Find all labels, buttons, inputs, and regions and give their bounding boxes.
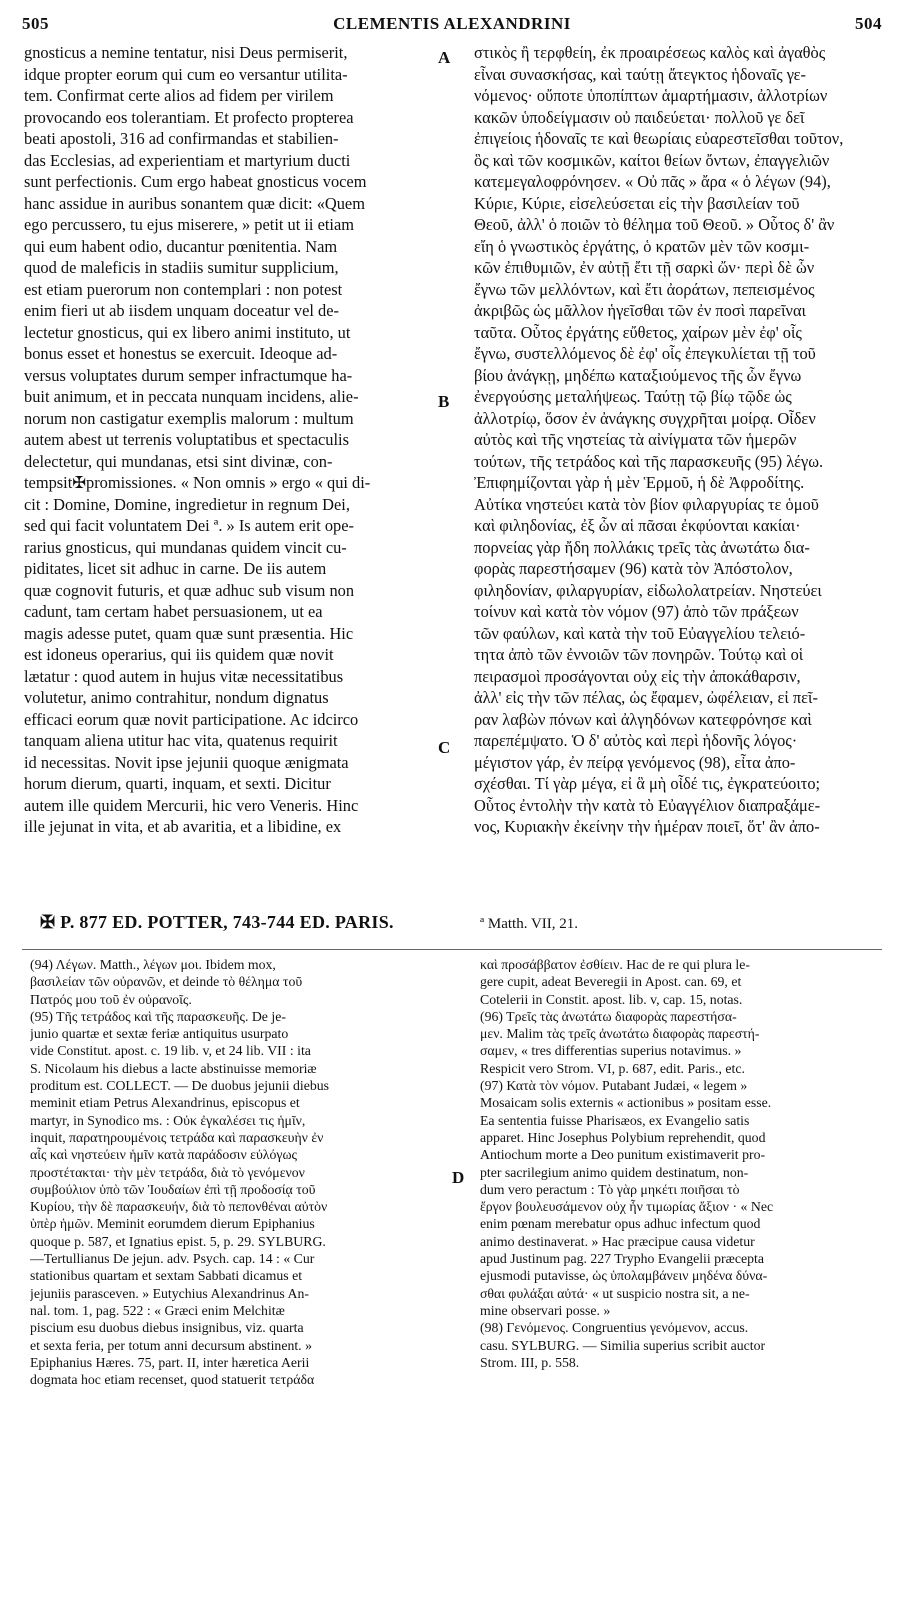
note-line: quoque p. 587, et Ignatius epist. 5, p. 29. SYLBURG. [30,1233,326,1249]
note-line: προστέτακται· τὴν μὲν τετράδα, διὰ τὸ γενόμενον [30,1164,305,1180]
text-line: provocando eos tolerantiam. Et profecto propterea [24,107,354,127]
text-line: quæ cognovit futuris, et quæ adhuc sub visum non [24,580,355,600]
text-line: παρεπέμψατο. Ὁ δ' αὐτὸς καὶ περὶ ἡδονῆς λόγος· [474,731,798,750]
text-line: cit : Domine, Domine, ingredietur in regnum Dei, [24,494,350,514]
text-line: lætatur : quod autem in hujus vitæ necessitatibus [24,666,344,686]
note-line: Strom. III, p. 558. [480,1354,580,1370]
note-line: ὑπὲρ ἡμῶν. Meminit eorumdem dierum Epiphanius [30,1216,315,1232]
text-line: νόμενος· οὔποτε ὑποπίπτων ἁμαρτήμασιν, ἀλλοτρίων [474,86,828,105]
text-line: Αὐτίκα νηστεύει κατὰ τὸν βίον φιλαργυρίας τε ὁμοῦ [474,494,819,514]
text-line: ἔγνω, συστελλόμενος δὲ ἐφ' οἷς ἐπεγκυλίεται τῇ τοῦ [474,344,816,363]
text-line: ἔγνω τῶν μελλόντων, καὶ ἔτι ἀοράτων, πεπεισμένος [474,279,815,299]
note-line: σαμεν, « tres differentias superius notavimus. » [480,1043,742,1059]
text-line: versus voluptates durum semper infractumque ha- [24,365,353,385]
text-line: Οὗτος ἐντολὴν τὴν κατὰ τὸ Εὐαγγέλιον διαπραξάμε- [474,795,821,815]
text-line: μέγιστον γάρ, ἐν πείρᾳ γενόμενος (98), εἶτα ἀπο- [474,752,796,772]
text-line: φιληδονίαν, φιλαργυρίαν, εἰδωλολατρείαν. Νηστεύει [474,580,822,600]
text-line: Ἐπιφημίζονται γὰρ ἡ μὲν Ἑρμοῦ, ἡ δὲ Ἀφροδίτης. [474,473,805,492]
text-line: autem ille quidem Mercurii, hic vero Veneris. Hinc [24,795,359,815]
note-line: S. Nicolaum his diebus a lacte abstinuisse memoriæ [30,1060,317,1076]
text-line: ἀλλ' εἰς τὴν τῶν πέλας, ὡς ἔφαμεν, ὠφέλειαν, εἰ πεῖ- [474,688,818,707]
text-line: est idoneus operarius, qui iis quidem quæ novit [24,645,334,664]
note-line: proditum est. COLLECT. — De duobus jejunii diebus [30,1078,330,1094]
edition-line: ✠ P. 877 ED. POTTER, 743-744 ED. PARIS. [40,912,394,932]
running-title: CLEMENTIS ALEXANDRINI [333,14,571,33]
notes [22,952,882,1612]
text-line: πειρασμοὶ προσάγονται οὐχ εἰς τὴν ἀποκάθαρσιν, [474,666,801,686]
notes-right-column [480,956,880,1371]
note-line: βασιλείαν τῶν οὐρανῶν, et deinde τὸ θέλημα τοῦ [30,974,303,990]
note-line: Κυρίου, τὴν δὲ παρασκευήν, διὰ τὸ πεπονθέναι αὐτὸν [30,1199,328,1215]
footnote-a: ª Matth. VII, 21. [480,916,579,932]
text-line: τῶν φαύλων, καὶ κατὰ τὴν τοῦ Εὐαγγελίου τελειό- [474,623,806,643]
text-line: κατεμεγαλοφρόνησεν. « Οὐ πᾶς » ἄρα « ὁ λέγων (94), [474,172,831,191]
note-line: (97) Κατὰ τὸν νόμον. Putabant Judæi, « legem » [480,1078,748,1094]
note-line: Ea sententia fuisse Pharisæos, ex Evangelio satis [480,1112,750,1128]
note-line: (96) Τρεῖς τὰς ἀνωτάτω διαφορὰς παρεστήσα- [480,1008,737,1024]
text-line: autem abest ut terrenis voluptatibus et spectaculis [24,430,349,449]
text-line: efficaci eorum quæ novit participatione. Ac idcirco [24,709,359,729]
text-line: κακῶν ὑποδείγμασιν οὐ παιδεύεται· πολλοῦ γε δεῖ [474,107,805,127]
text-line: εἶναι συνασκήσας, καὶ ταύτῃ ἄτεγκτος ἡδοναῖς γε- [474,64,806,84]
note-line: apud Justinum pag. 227 Trypho Evangelii præcepta [480,1251,764,1267]
note-line: Respicit vero Strom. VI, p. 687, edit. Paris., etc. [480,1060,745,1076]
note-line: (98) Γενόμενος. Congruentius γενόμενον, accus. [480,1320,749,1336]
note-line: martyr, in Synodico ms. : Οὐκ ἐγκαλέσει τις ἡμῖν, [30,1112,306,1128]
text-line: εἴη ὁ γνωστικὸς ἐργάτης, ὁ κρατῶν μὲν τῶν κοσμι- [474,236,810,256]
text-line: πορνείας γὰρ ἤδη πολλάκις τρεῖς τὰς ἀνωτάτω δια- [474,537,810,557]
text-line: ἀλλοτρίῳ, ὅσον ἐν ἀνάγκης συγχρῆται μοίρᾳ. Οἶδεν [474,408,816,428]
note-line: αἷς καὶ νηστεύειν ἡμῖν κατὰ παράδοσιν εὐλόγως [30,1147,298,1163]
text-line: tem. Confirmat certe alios ad fidem per virilem [24,86,334,105]
greek-column [474,42,882,838]
text-line: Θεοῦ, ἀλλ' ὁ ποιῶν τὸ θέλημα τοῦ Θεοῦ. » Οὗτος δ' ἂν [474,215,835,234]
text-line: quod de maleficis in stadiis sumitur supplicium, [24,258,339,277]
note-line: Cotelerii in Constit. apost. lib. v, cap. 15, notas. [480,991,743,1007]
note-line: jejuniis parasceven. » Eutychius Alexandrinus An- [30,1285,309,1301]
text-line: Κύριε, Κύριε, εἰσελεύσεται εἰς τὴν βασιλείαν τοῦ [474,193,800,213]
note-line: Mosaicam solis externis « actionibus » positam esse. [480,1095,772,1111]
text-line: ὃς καὶ τῶν κοσμικῶν, καίτοι θείων ὄντων, ἐπαγγελιῶν [474,150,830,170]
text-line: tanquam aliena utitur hac vita, quatenus requirit [24,731,338,750]
note-line: ἔργον βουλευσάμενον οὐχ ἦν τιμωρίας ἄξιον · « Nec [480,1199,774,1215]
note-line: Antiochum morte a Deo punitum existimaverit pro- [480,1147,766,1163]
text-line: id necessitas. Novit ipse jejunii quoque ænigmata [24,752,349,772]
note-line: apparet. Hinc Josephus Polybium reprehendit, quod [480,1129,766,1145]
text-line: enim fieri ut ab iisdem unquam doceatur vel de- [24,301,339,320]
note-line: Epiphanius Hæres. 75, part. II, inter hæretica Aerii [30,1354,310,1370]
margin-letter-d: D [452,1168,465,1187]
note-line: inquit, παρατηρουμένοις τετράδα καὶ παρασκευὴν ἐν [30,1129,324,1145]
latin-column [24,42,431,838]
text-line: σχέσθαι. Τί γὰρ μέγα, εἰ ἃ μὴ οἶδέ τις, ἐγκρατεύοιτο; [474,774,821,793]
text-line: magis adesse putet, quam quæ sunt præsentia. Hic [24,623,354,643]
note-line: nal. tom. 1, pag. 522 : « Græci enim Melchitæ [30,1302,285,1318]
text-line: ραν λαβὼν πόνων καὶ ἀλγηδόνων κατεφρόνησε καὶ [474,709,812,729]
text-line: στικὸς ἢ τερφθείη, ἐκ προαιρέσεως καλὸς καὶ ἀγαθὸς [474,43,826,62]
text-line: sed qui facit voluntatem Dei ª. » Is autem erit ope- [24,516,354,535]
text-line: bonus esset et honestus se exercuit. Ideoque ad- [24,344,338,363]
note-line: enim pœnam merebatur opus adhuc infectum quod [480,1216,761,1232]
text-line: τοίνυν καὶ κατὰ τὸν νόμον (97) ἀπὸ τῶν πράξεων [474,602,799,621]
text-line: buit animum, et in peccata nunquam incidens, alie- [24,387,359,406]
text-line: lectetur gnosticus, qui ex libero animi instituto, ut [24,322,351,342]
note-line: σθαι φυλάξαι αὐτά· « ut suspicio nostra sit, a ne- [480,1285,750,1301]
note-line: animo destinaverat. » Hac præcipue causa videtur [480,1233,755,1249]
page-number-right: 504 [855,14,882,33]
text-line: τούτων, τῆς τετράδος καὶ τῆς παρασκευῆς (95) λέγω. [474,451,824,471]
note-line: vide Constitut. apost. c. 19 lib. v, et 24 lib. VII : ita [30,1043,311,1059]
text-line: κῶν ἐπιθυμιῶν, ἐν αὐτῇ ἔτι τῇ σαρκὶ ὤν· περὶ δὲ ὧν [474,258,815,277]
text-line: ταῦτα. Οὗτος ἐργάτης εὔθετος, χαίρων μὲν ἐφ' οἷς [474,322,802,342]
text-line: hanc assidue in auribus sonantem quæ dicit: «Quem [24,193,365,213]
text-line: cadunt, tam certam habet persuasionem, ut ea [24,602,323,621]
text-line: αὐτὸς καὶ τῆς νηστείας τὰ αἰνίγματα τῶν ἡμερῶν [474,430,797,449]
note-line: ejusmodi putavisse, ὡς ὑπολαμβάνειν μηδένα δύνα- [480,1268,768,1284]
text-line: qui eum habent odio, ducantur pœnitentia. Nam [24,236,338,256]
note-line: et sexta feria, per totum anni decursum abstinent. » [30,1337,312,1353]
note-line: συμβούλιον ὑπὸ τῶν Ἰουδαίων ἐπὶ τῇ προδοσίᾳ τοῦ [30,1181,316,1197]
text-line: volutetur, animo contrahitur, nondum dignatus [24,688,329,707]
note-line: stationibus quartam et sextam Sabbati dicamus et [30,1268,303,1284]
notes-left-column [30,956,440,1388]
text-line: φορὰς παρεστήσαμεν (96) κατὰ τὸν Ἀπόστολον, [474,559,793,578]
text-line: delectetur, qui mundanas, etsi sint divinæ, con- [24,451,333,471]
margin-letter-b: B [438,392,450,411]
text-line: τητα ἀπὸ τῶν ἐννοιῶν τῶν πονηρῶν. Τούτῳ καὶ οἱ [474,645,804,664]
note-line: καὶ προσάββατον ἐσθίειν. Hac de re qui plura le- [480,957,750,972]
text-line: ἐπιγείοις ἡδοναῖς τε καὶ θεωρίαις εὐαρεστεῖσθαι τοῦτον, [474,129,844,148]
note-line: casu. SYLBURG. — Similia superius scribit auctor [480,1337,766,1353]
text-line: βίου ἀνάγκῃ, μηδέπω καταξιούμενος τῆς ὧν ἔγνω [474,365,802,385]
text-line: norum non castigatur exemplis malorum : multum [24,408,354,428]
text-line: rarius gnosticus, qui mundanas quidem vincit cu- [24,537,347,557]
text-line: ego percussero, tu ejus miserere, » petit ut ii etiam [24,215,354,234]
main-text [22,42,882,900]
note-line: gere cupit, adeat Beveregii in Apost. can. 69, et [480,974,742,990]
text-line: tempsit✠promissiones. « Non omnis » ergo « qui di- [24,473,371,492]
note-line: dum vero peractum : Τὸ γὰρ μηκέτι ποιῆσαι τὸ [480,1181,740,1197]
margin-letter-a: A [438,48,451,67]
divider [22,949,882,950]
text-line: idque propter eorum qui cum eo versantur utilita- [24,64,348,84]
note-line: (95) Τῆς τετράδος καὶ τῆς παρασκευῆς. De je- [30,1008,286,1024]
note-line: (94) Λέγων. Matth., λέγων μοι. Ibidem mox, [30,957,276,972]
text-line: καὶ φιληδονίας, ἐξ ὧν αἱ πᾶσαι ἐκφύονται κακίαι· [474,516,801,535]
note-line: —Tertullianus De jejun. adv. Psych. cap. 14 : « Cur [30,1251,315,1267]
text-line: piditates, licet sit adhuc in carne. De iis autem [24,559,327,578]
page-header [22,12,882,42]
text-line: ἀκριβῶς ὡς μᾶλλον ἡγεῖσθαι τῶν ἐν ποσὶ παρεῖναι [474,301,806,320]
text-line: νος, Κυριακὴν ἐκείνην τὴν ἡμέραν ποιεῖ, ὅτ' ἂν ἀπο- [474,817,820,836]
note-line: dogmata hoc etiam recenset, quod statuerit τετράδα [30,1372,315,1388]
note-line: meminit etiam Petrus Alexandrinus, episcopus et [30,1095,300,1111]
note-line: mine observari posse. » [480,1302,611,1318]
text-line: ille jejunat in vita, et ab avaritia, et a libidine, ex [24,817,342,836]
text-line: ἐνεργούσης μεταλήψεως. Ταύτῃ τῷ βίῳ τῷδε ὡς [474,387,792,406]
note-line: Πατρός μου τοῦ ἐν οὐρανοῖς. [30,991,192,1007]
note-line: pter sacrilegium animo quidem destinatum, non- [480,1164,749,1180]
note-line: piscium esu duobus diebus insignibus, viz. quarta [30,1320,304,1336]
footer-titles [22,908,882,952]
text-line: horum dierum, quarti, inquam, et sexti. Dicitur [24,774,331,793]
note-line: μεν. Malim τὰς τρεῖς ἀνωτάτω διαφορὰς παρεστή- [480,1026,760,1042]
text-line: est etiam puerorum non contemplari : non potest [24,279,343,299]
note-line: junio quartæ et sextæ feriæ antiquitus usurpato [30,1026,289,1042]
text-line: sunt perfectionis. Cum ergo habeat gnosticus vocem [24,172,367,191]
text-line: gnosticus a nemine tentatur, nisi Deus permiserit, [24,43,348,62]
margin-letter-c: C [438,738,451,757]
text-line: beati apostoli, 316 ad confirmandas et stabilien- [24,129,339,148]
text-line: das Ecclesias, ad experientiam et martyrium ducti [24,150,351,170]
page-number-left: 505 [22,14,49,33]
